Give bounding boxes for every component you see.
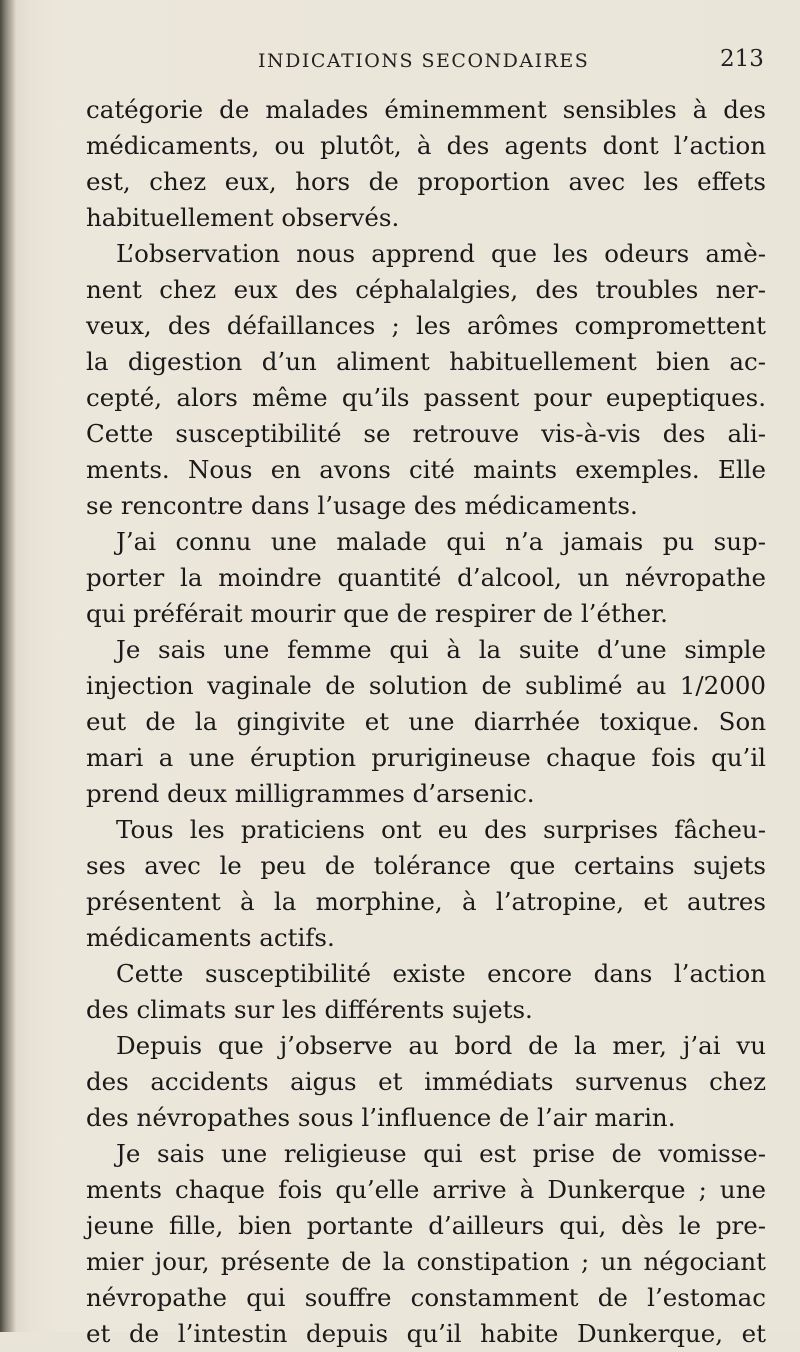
text-line: et de l’intestin depuis qu’il habite Dunkerque, et [86, 1319, 766, 1348]
text-line: Je sais une religieuse qui est prise de vomisse- [116, 1139, 766, 1168]
text-line: ments chaque fois qu’elle arrive à Dunkerque ; une [86, 1175, 766, 1204]
text-line: Tous les praticiens ont eu des surprises fâcheu- [116, 815, 766, 844]
text-line: prend deux milligrammes d’arsenic. [86, 779, 535, 808]
text-line: nent chez eux des céphalalgies, des troubles ner- [86, 275, 766, 304]
text-line: médicaments actifs. [86, 923, 335, 952]
page-number: 213 [720, 46, 764, 72]
text-line: veux, des défaillances ; les arômes compromettent [86, 311, 766, 340]
text-line: Je sais une femme qui à la suite d’une simple [116, 635, 766, 664]
text-line: des climats sur les différents sujets. [86, 995, 533, 1024]
text-line: présentent à la morphine, à l’atropine, et autres [86, 887, 766, 916]
text-line: des névropathes sous l’influence de l’air marin. [86, 1103, 676, 1132]
text-line: qui préférait mourir que de respirer de l’éther. [86, 599, 668, 628]
text-line: mari a une éruption prurigineuse chaque fois qu’il [86, 743, 766, 772]
text-line: habituellement observés. [86, 203, 400, 232]
text-line: Cette susceptibilité existe encore dans l’action [116, 959, 766, 988]
text-line: névropathe qui souffre constamment de l’estomac [86, 1283, 766, 1312]
text-line: est, chez eux, hors de proportion avec les effets [86, 167, 766, 196]
text-line: injection vaginale de solution de sublimé au 1/2000 [86, 671, 766, 700]
page-binding-edge [0, 0, 16, 1332]
text-line: catégorie de malades éminemment sensibles à des [86, 95, 766, 124]
text-line: mier jour, présente de la constipation ; un négociant [86, 1247, 766, 1276]
text-line: ses avec le peu de tolérance que certains sujets [86, 851, 766, 880]
text-line: porter la moindre quantité d’alcool, un névropathe [86, 563, 766, 592]
text-line: Depuis que j’observe au bord de la mer, j’ai vu [116, 1031, 766, 1060]
body-text [86, 92, 766, 1352]
page-header [0, 46, 800, 80]
text-line: jeune fille, bien portante d’ailleurs qui, dès le pre- [86, 1211, 766, 1240]
text-line: ments. Nous en avons cité maints exemples. Elle [86, 455, 766, 484]
text-line: eut de la gingivite et une diarrhée toxique. Son [86, 707, 766, 736]
text-line: se rencontre dans l’usage des médicaments. [86, 491, 638, 520]
text-line: L’observation nous apprend que les odeurs amè- [116, 239, 766, 268]
running-title: INDICATIONS SECONDAIRES [258, 50, 590, 72]
text-line: J’ai connu une malade qui n’a jamais pu sup- [116, 527, 766, 556]
text-line: des accidents aigus et immédiats survenus chez [86, 1067, 766, 1096]
text-line: cepté, alors même qu’ils passent pour eupeptiques. [86, 383, 766, 412]
text-line: la digestion d’un aliment habituellement bien ac- [86, 347, 766, 376]
text-line: médicaments, ou plutôt, à des agents dont l’action [86, 131, 766, 160]
text-line: Cette susceptibilité se retrouve vis-à-vis des ali- [86, 419, 766, 448]
